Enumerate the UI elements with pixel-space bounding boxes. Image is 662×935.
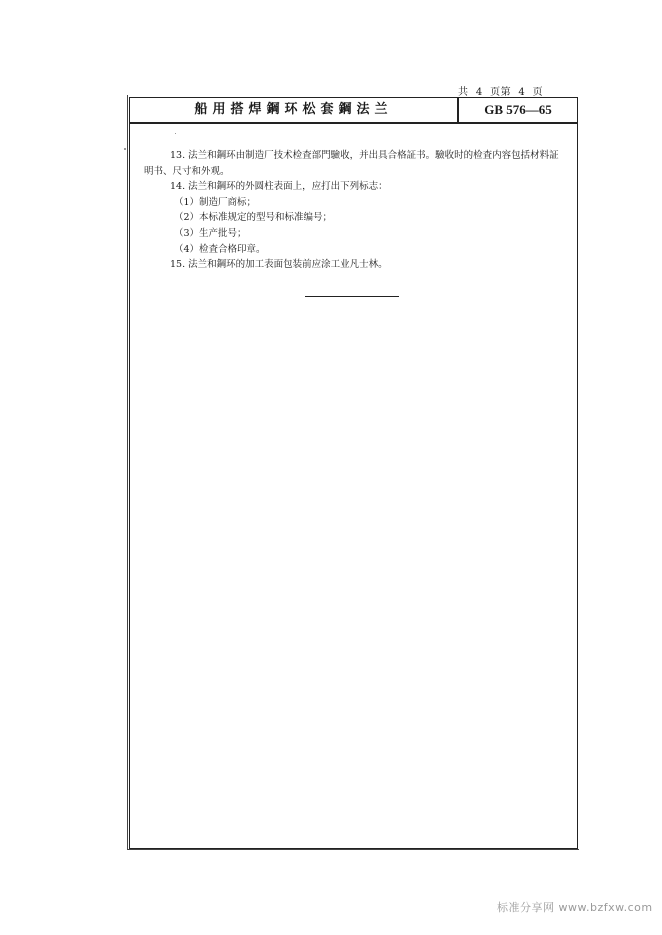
clause-14: 14. 法兰和鋼环的外圆柱表面上，应打出下列标志：	[170, 181, 388, 193]
clause-13-continued: 明书、尺寸和外观。	[144, 165, 230, 177]
scan-speck	[175, 133, 176, 134]
scan-speck	[124, 148, 126, 150]
clause-15: 15. 法兰和鋼环的加工表面包装前应涂工业凡士林。	[170, 259, 388, 271]
watermark: 标准分享网 www.bzfxw.com	[497, 901, 653, 914]
document-title: 船用搭焊鋼环松套鋼法兰	[194, 102, 393, 117]
clause-14-item-3: （3）生产批号；	[174, 227, 247, 239]
clause-14-item-2: （2）本标准规定的型号和标准编号；	[174, 212, 333, 224]
clause-13: 13. 法兰和鋼环由制造厂技术检査部門驗收，并出具合格証书。驗收时的检査内容包括材料証	[170, 150, 559, 161]
page-count: 共 4 页第 4 页	[458, 87, 544, 98]
clause-14-item-4: （4）检査合格印章。	[174, 243, 266, 255]
document-frame	[129, 97, 578, 849]
standard-code: GB 576—65	[457, 98, 577, 122]
title-block	[130, 98, 577, 124]
clause-14-item-1: （1）制造厂商标；	[174, 196, 257, 208]
end-rule	[305, 296, 399, 297]
body-text	[130, 148, 577, 273]
